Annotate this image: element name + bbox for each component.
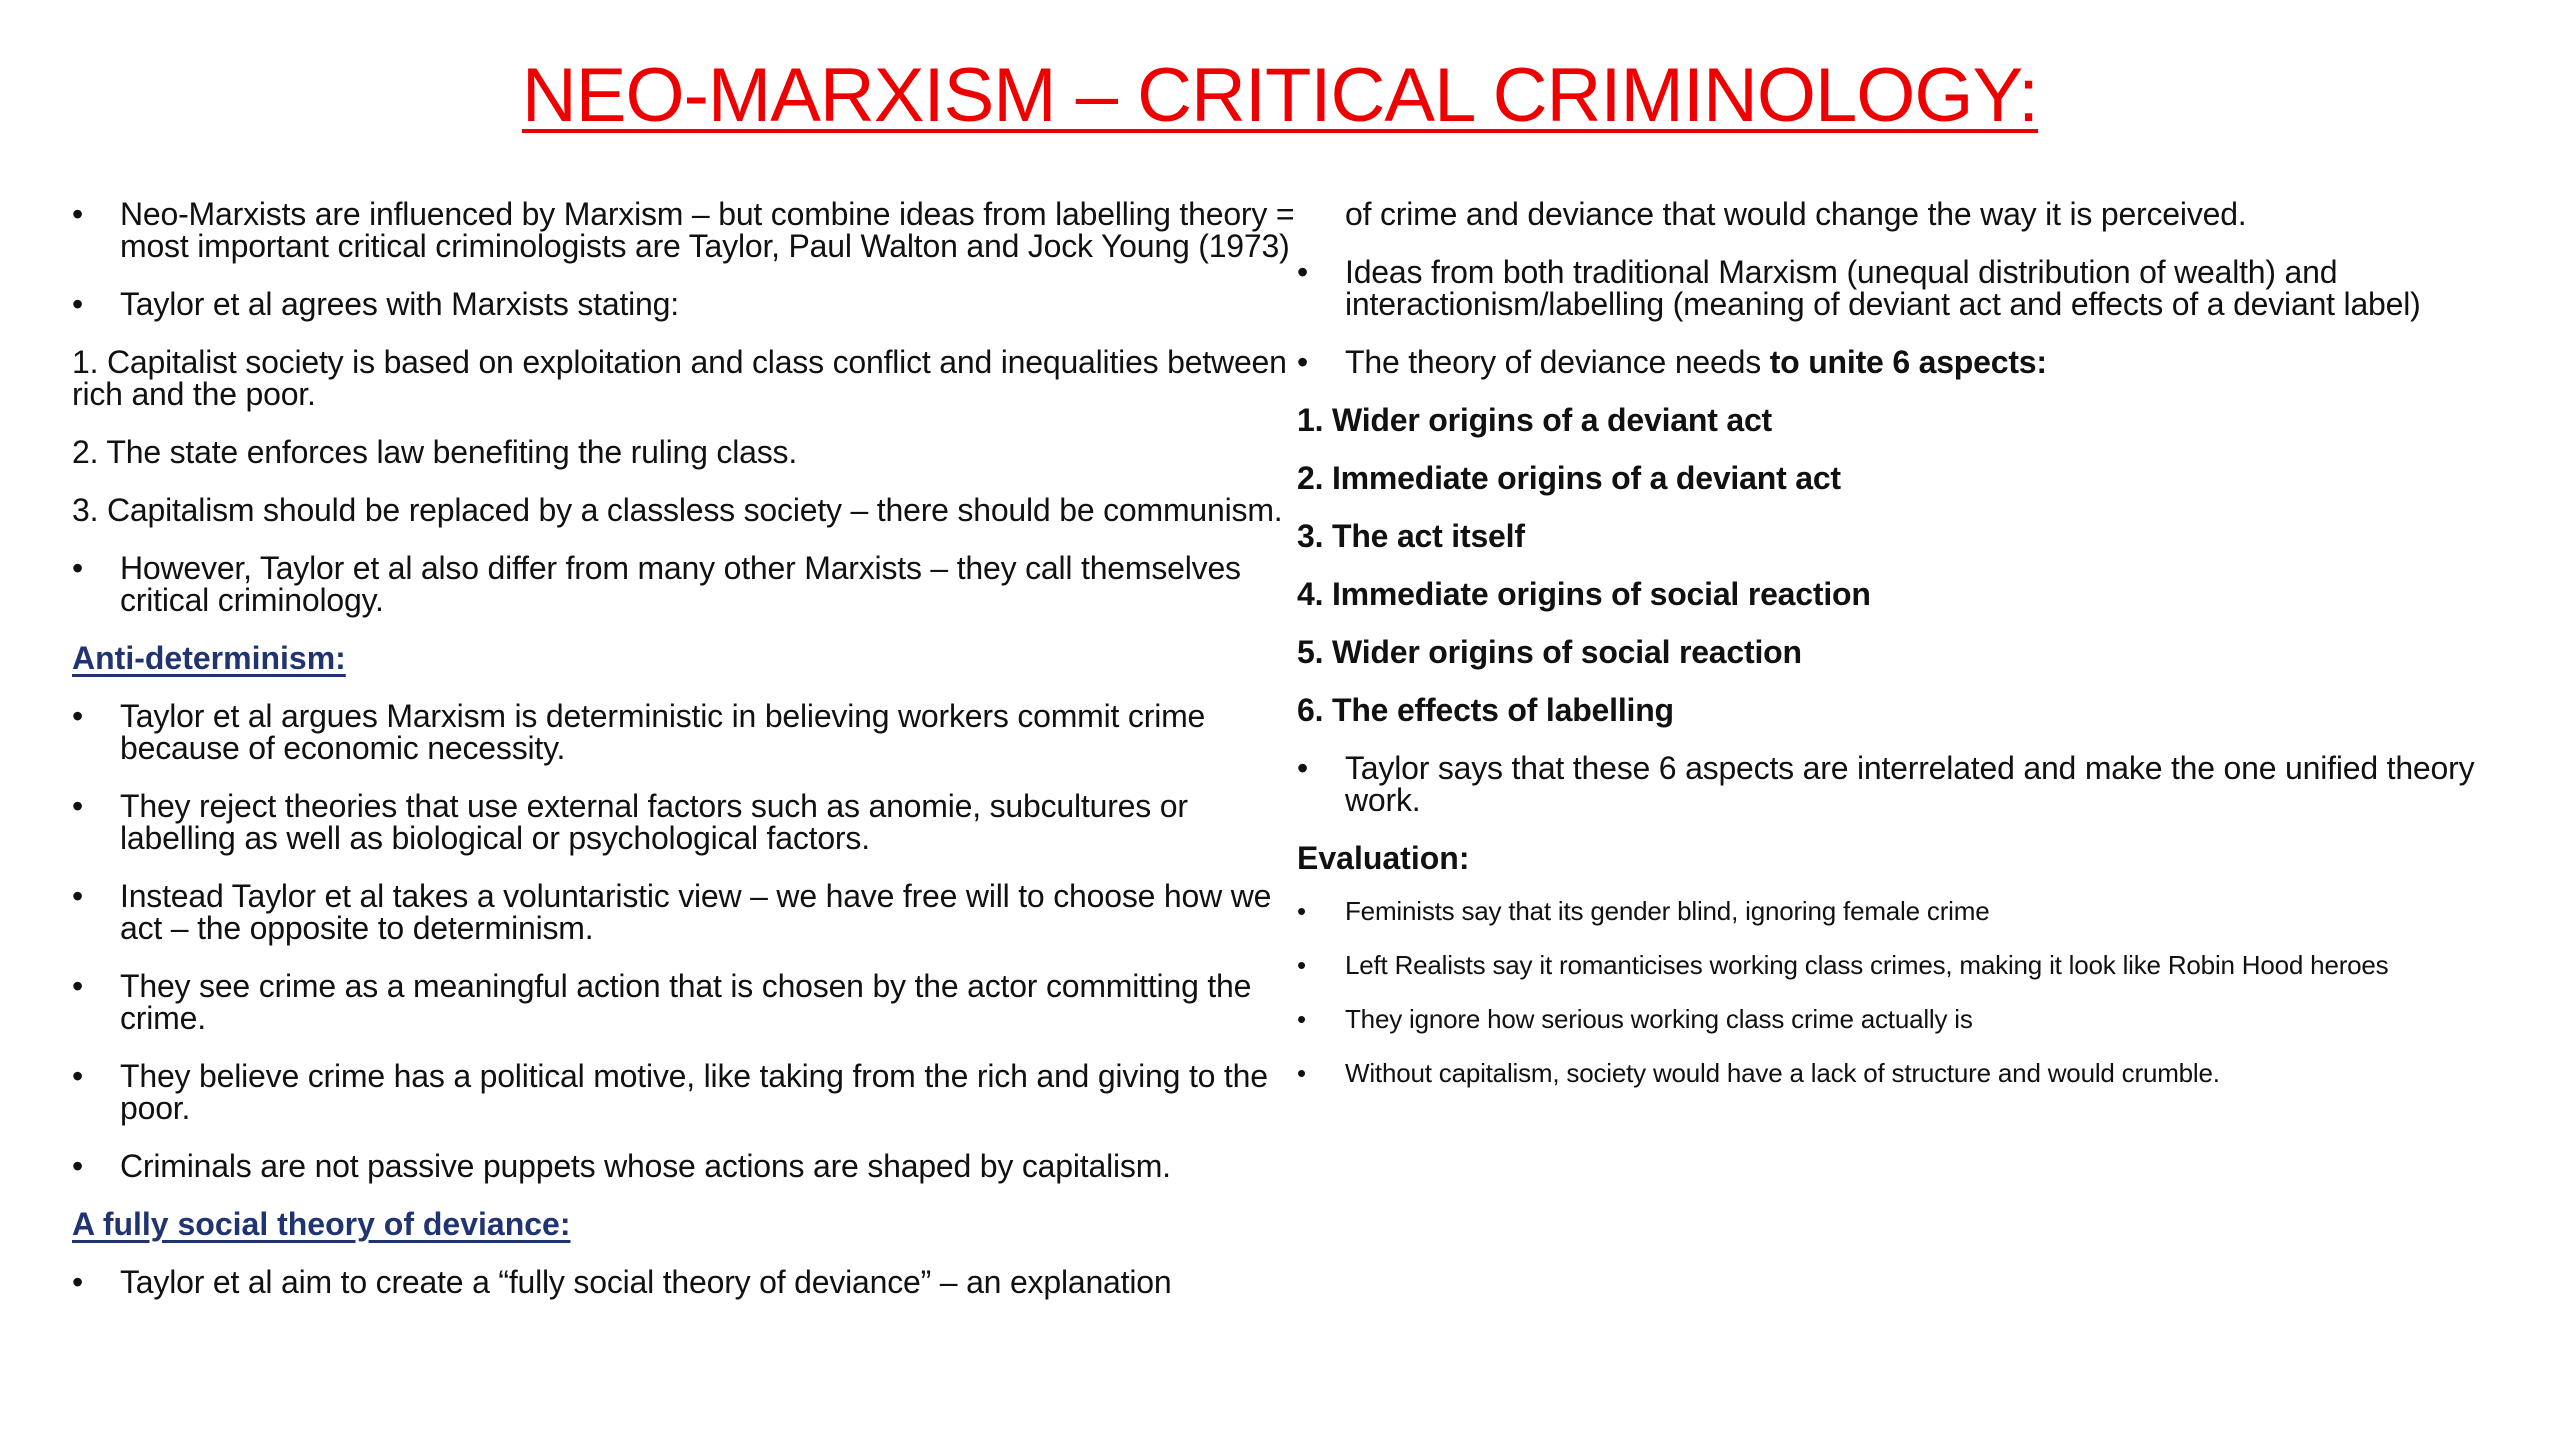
heading-anti-determinism: Anti-determinism:	[72, 640, 346, 676]
right-column	[1297, 198, 2512, 1114]
continued-text: of crime and deviance that would change the way it is perceived.	[1345, 196, 2247, 232]
evaluation-item-feminists: • Feminists say that its gender blind, ignoring female crime	[1297, 898, 2512, 924]
bullet-taylor-differs: • However, Taylor et al also differ from many other Marxists – they call themselves critical criminology.	[72, 552, 1297, 616]
numbered-point-3: 3. Capitalism should be replaced by a classless society – there should be communism.	[72, 492, 1283, 528]
bullet-aim-fully-social: • Taylor et al aim to create a “fully social theory of deviance” – an explanation	[72, 1266, 1297, 1298]
unite-plain-text: The theory of deviance needs	[1345, 344, 1770, 380]
bullet-interrelated: • Taylor says that these 6 aspects are interrelated and make the one unified theory work.	[1297, 752, 2512, 816]
aspect-3: 3. The act itself	[1297, 518, 1525, 554]
aspect-6: 6. The effects of labelling	[1297, 692, 1674, 728]
evaluation-item-ignore-serious: • They ignore how serious working class crime actually is	[1297, 1006, 2512, 1032]
bullet-voluntaristic: • Instead Taylor et al takes a voluntaristic view – we have free will to choose how we act – the opposite to determinism.	[72, 880, 1297, 944]
bullet-deterministic: • Taylor et al argues Marxism is deterministic in believing workers commit crime because of economic necessity.	[72, 700, 1297, 764]
left-column	[72, 198, 1297, 1324]
bullet-unite-six-aspects	[1297, 346, 2512, 378]
bullet-reject-theories: • They reject theories that use external factors such as anomie, subcultures or labelling as well as biological or psychological factors.	[72, 790, 1297, 854]
heading-evaluation: Evaluation:	[1297, 840, 1470, 876]
evaluation-item-left-realists: • Left Realists say it romanticises working class crimes, making it look like Robin Hood heroes	[1297, 952, 2512, 978]
bullet-neo-marxists: • Neo-Marxists are influenced by Marxism – but combine ideas from labelling theory = most important critical criminologists are Taylor, Paul Walton and Jock Young (1973)	[72, 198, 1297, 262]
numbered-point-1: 1. Capitalist society is based on exploitation and class conflict and inequalities between rich and the poor.	[72, 344, 1287, 412]
unite-bold-text: to unite 6 aspects:	[1769, 344, 2047, 380]
bullet-meaningful-action: • They see crime as a meaningful action that is chosen by the actor committing the crime.	[72, 970, 1297, 1034]
aspect-5: 5. Wider origins of social reaction	[1297, 634, 1802, 670]
aspect-4: 4. Immediate origins of social reaction	[1297, 576, 1871, 612]
slide-title: NEO-MARXISM – CRITICAL CRIMINOLOGY:	[521, 53, 2039, 138]
bullet-taylor-agrees: • Taylor et al agrees with Marxists stating:	[72, 288, 1297, 320]
heading-fully-social-theory: A fully social theory of deviance:	[72, 1206, 571, 1242]
bullet-ideas-both: • Ideas from both traditional Marxism (unequal distribution of wealth) and interactionism/labelling (meaning of deviant act and effects of a deviant label)	[1297, 256, 2512, 320]
numbered-point-2: 2. The state enforces law benefiting the ruling class.	[72, 434, 798, 470]
aspect-1: 1. Wider origins of a deviant act	[1297, 402, 1772, 438]
bullet-political-motive: • They believe crime has a political motive, like taking from the rich and giving to the poor.	[72, 1060, 1297, 1124]
evaluation-item-without-capitalism: • Without capitalism, society would have a lack of structure and would crumble.	[1297, 1060, 2512, 1086]
bullet-not-passive-puppets: • Criminals are not passive puppets whose actions are shaped by capitalism.	[72, 1150, 1297, 1182]
aspect-2: 2. Immediate origins of a deviant act	[1297, 460, 1841, 496]
